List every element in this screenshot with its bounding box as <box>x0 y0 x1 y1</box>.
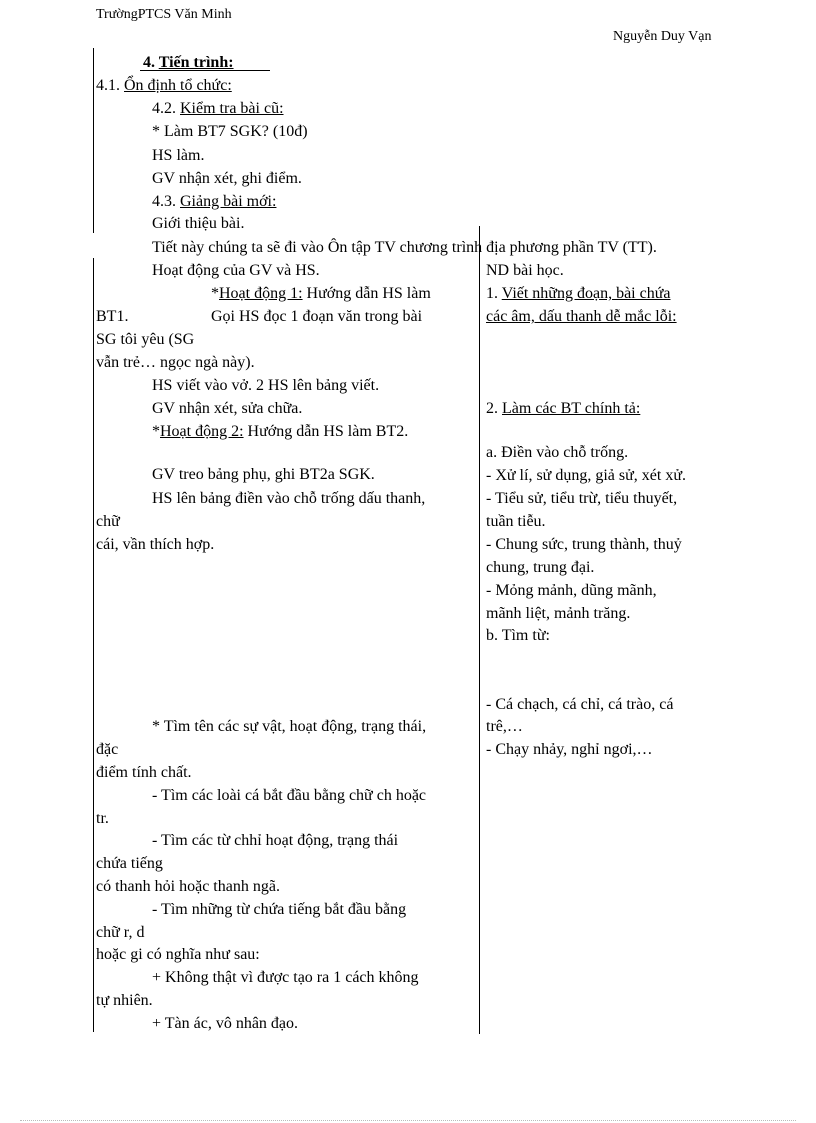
lesson-intro-text: Tiết này chúng ta sẽ đi vào Ôn tập TV chương trình địa phương phần TV (TT). <box>152 239 657 256</box>
section-title <box>143 52 234 74</box>
left-line-13: * Tìm tên các sự vật, hoạt động, trạng thái, <box>152 718 427 735</box>
right-line-7: chung, trung đại. <box>486 559 595 576</box>
left-line-6: HS viết vào vở. 2 HS lên bảng viết. <box>152 377 380 394</box>
content-1-title-cont: các âm, dấu thanh dễ mắc lỗi: <box>486 308 677 325</box>
left-column-header: Hoạt động của GV và HS. <box>152 262 320 279</box>
heading-4-2-text: Kiểm tra bài cũ: <box>180 100 284 117</box>
left-line-26: + Tàn ác, vô nhân đạo. <box>152 1015 299 1032</box>
left-line-5: vẫn trẻ… ngọc ngà này). <box>96 354 255 371</box>
left-line-14: đặc <box>96 741 119 758</box>
homework-task: * Làm BT7 SGK? (10đ) <box>152 123 308 140</box>
content-2-text: Làm các BT chính tả: <box>502 400 641 417</box>
heading-4-3 <box>152 191 276 213</box>
content-1-text: Viết những đoạn, bài chứa <box>501 285 671 302</box>
activity-1-star: * <box>211 285 219 302</box>
content-2-number: 2. <box>486 400 498 417</box>
heading-4-3-text: Giảng bài mới: <box>180 193 277 210</box>
author-name: Nguyễn Duy Vạn <box>613 29 712 44</box>
section-title-text: Tiến trình: <box>158 54 234 71</box>
right-line-11: trê,… <box>486 718 523 735</box>
section-title-number: 4. <box>143 54 155 71</box>
right-line-5: tuần tiễu. <box>486 513 546 530</box>
right-line-4: - Tiểu sử, tiểu trừ, tiểu thuyết, <box>486 490 678 507</box>
exercise-a: a. Điền vào chỗ trống. <box>486 444 629 461</box>
right-line-8: - Mỏng mảnh, dũng mãnh, <box>486 582 657 599</box>
left-line-21: - Tìm những từ chứa tiếng bắt đầu bằng <box>152 901 407 918</box>
bt1-label: BT1. <box>96 308 129 325</box>
left-line-23: hoặc gi có nghĩa như sau: <box>96 946 260 963</box>
heading-4-2 <box>152 98 284 120</box>
heading-4-1 <box>96 75 232 97</box>
right-line-3: - Xử lí, sử dụng, giả sử, xét xử. <box>486 467 687 484</box>
left-line-9: GV treo bảng phụ, ghi BT2a SGK. <box>152 466 375 483</box>
right-line-10: - Cá chạch, cá chỉ, cá trào, cá <box>486 696 674 713</box>
activity-1-label: Hoạt động 1: <box>219 285 303 302</box>
activity-2-star: * <box>152 423 160 440</box>
left-line-7: GV nhận xét, sửa chữa. <box>152 400 303 417</box>
left-line-16: - Tìm các loài cá bắt đầu bằng chữ ch hoặc <box>152 787 427 804</box>
left-margin-rule-top <box>93 48 94 233</box>
left-margin-rule-main <box>93 258 94 1032</box>
exercise-b: b. Tìm từ: <box>486 627 550 644</box>
heading-4-3-number: 4.3. <box>152 193 176 210</box>
student-does: HS làm. <box>152 147 205 164</box>
heading-4-1-text: Ổn định tổ chức: <box>124 77 232 94</box>
lesson-intro: Giới thiệu bài. <box>152 215 245 232</box>
activity-2-heading <box>152 421 408 443</box>
school-name: TrườngPTCS Văn Minh <box>96 7 232 22</box>
heading-4-1-number: 4.1. <box>96 77 120 94</box>
content-1-title <box>486 283 671 305</box>
left-line-15: điểm tính chất. <box>96 764 192 781</box>
left-line-19: chứa tiếng <box>96 855 163 872</box>
left-line-18: - Tìm các từ chhỉ hoạt động, trạng thái <box>152 832 399 849</box>
content-1-number: 1. <box>486 285 498 302</box>
bt1-instruction: Gọi HS đọc 1 đoạn văn trong bài <box>211 308 423 325</box>
content-2-title <box>486 398 640 420</box>
right-line-12: - Chạy nhảy, nghỉ ngơi,… <box>486 741 653 758</box>
left-line-20: có thanh hỏi hoặc thanh ngã. <box>96 878 280 895</box>
left-line-12: cái, vần thích hợp. <box>96 536 215 553</box>
left-line-17: tr. <box>96 810 109 827</box>
left-line-25: tự nhiên. <box>96 992 153 1009</box>
activity-2-rest: Hướng dẫn HS làm BT2. <box>243 423 409 440</box>
right-line-6: - Chung sức, trung thành, thuỷ <box>486 536 682 553</box>
activity-1-heading <box>211 283 431 305</box>
left-line-4: SG tôi yêu (SG <box>96 331 195 348</box>
activity-2-label: Hoạt động 2: <box>160 423 244 440</box>
left-line-22: chữ r, d <box>96 924 145 941</box>
page-bottom-border <box>20 1120 796 1121</box>
teacher-grades: GV nhận xét, ghi điểm. <box>152 170 302 187</box>
left-line-10: HS lên bảng điền vào chỗ trống dấu thanh, <box>152 490 426 507</box>
heading-4-2-number: 4.2. <box>152 100 176 117</box>
left-line-11: chữ <box>96 513 120 530</box>
right-column-header: ND bài học. <box>486 262 564 279</box>
column-divider-rule <box>479 226 480 1034</box>
left-line-24: + Không thật vì được tạo ra 1 cách không <box>152 969 419 986</box>
right-line-9: mãnh liệt, mảnh trăng. <box>486 605 631 622</box>
activity-1-rest: Hướng dẫn HS làm <box>302 285 431 302</box>
